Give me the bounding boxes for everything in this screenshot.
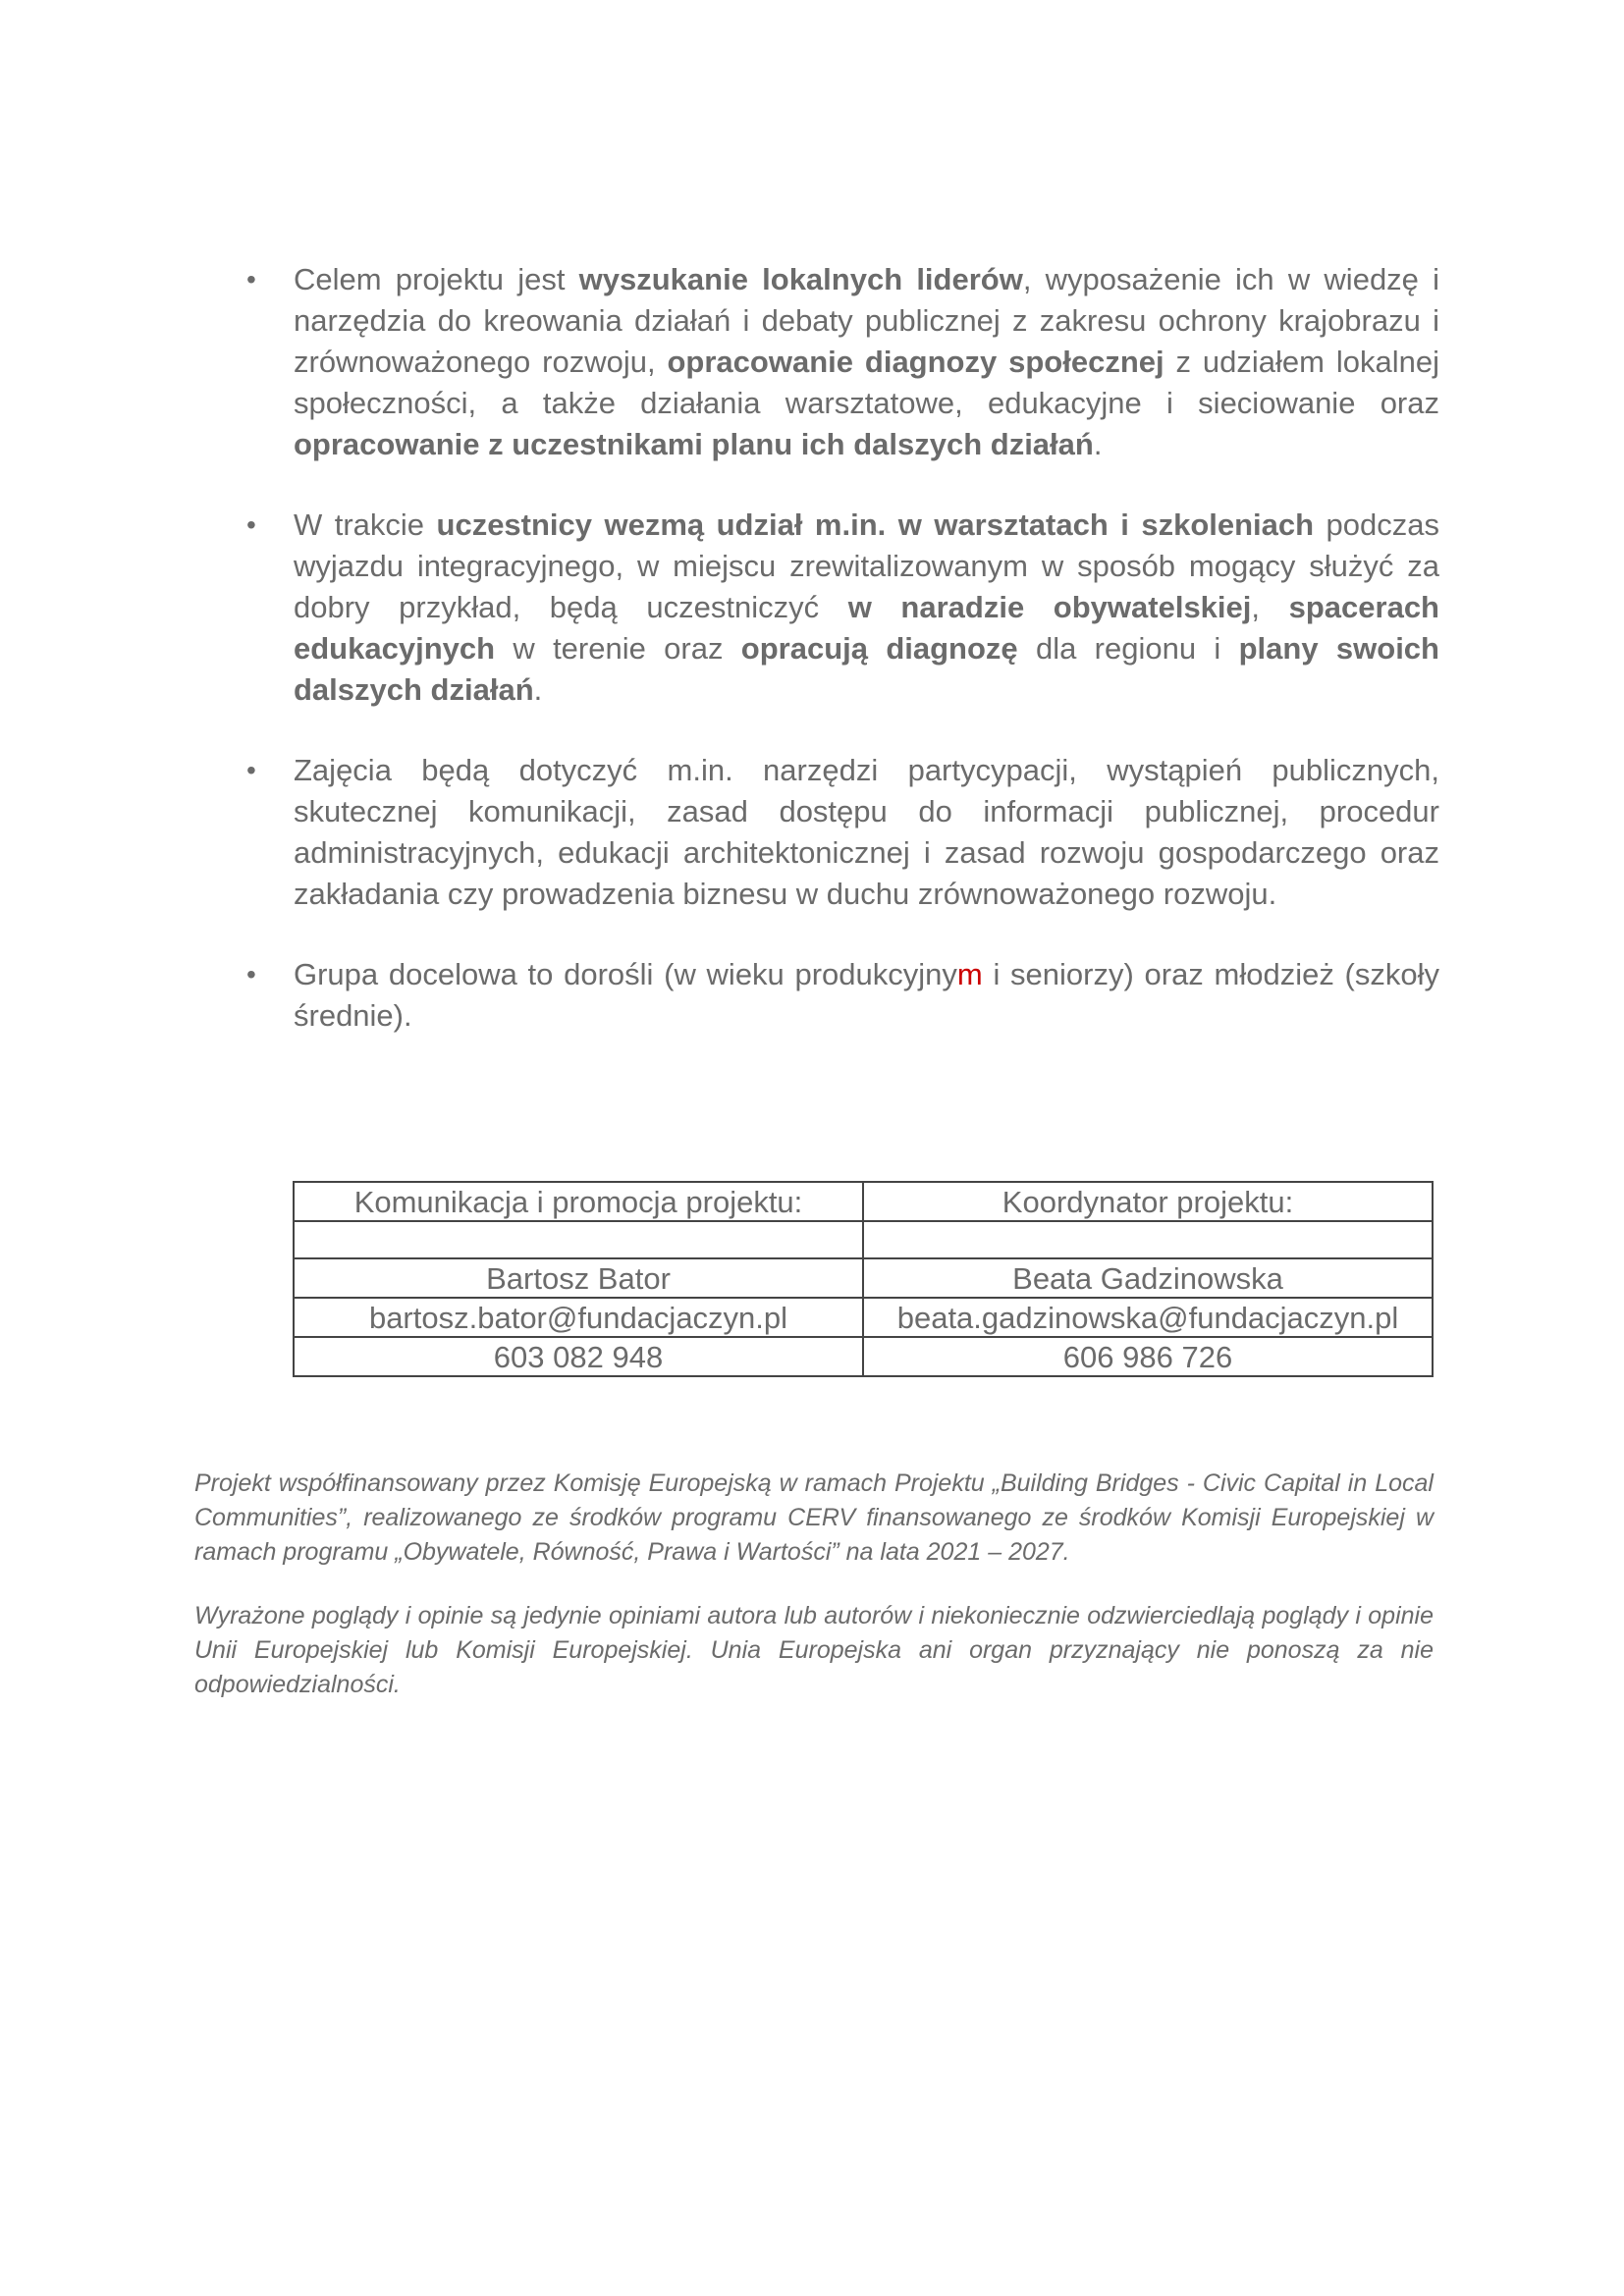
bullet-item <box>244 750 1439 915</box>
text-run: . <box>1093 427 1103 461</box>
bullet-text <box>294 753 1439 911</box>
text-run: W trakcie <box>294 507 437 542</box>
communication-contact-name: Bartosz Bator <box>294 1258 863 1298</box>
bullet-dot-icon: • <box>246 959 256 989</box>
coordinator-contact-email[interactable]: beata.gadzinowska@fundacjaczyn.pl <box>863 1298 1433 1337</box>
bullet-text <box>294 507 1439 707</box>
bullet-dot-icon: • <box>246 755 256 785</box>
text-run: . <box>533 672 543 707</box>
text-run: , <box>1251 590 1289 624</box>
bullet-dot-icon: • <box>246 264 256 294</box>
empty-cell <box>294 1221 863 1258</box>
bold-phrase: wyszukanie lokalnych liderów <box>578 262 1023 296</box>
bullet-item <box>244 259 1439 465</box>
bullet-item <box>244 505 1439 711</box>
empty-cell <box>863 1221 1433 1258</box>
text-run: Zajęcia będą dotyczyć m.in. narzędzi partycypacji, wystąpień publicznych, skutecznej komunikacji, zasad dostępu do informacji publicznej, procedur administracyjnych, edukacji architektonicznej i zasad rozwoju gospodarczego oraz zakładania czy prowadzenia biznesu w duchu zrównoważonego rozwoju. <box>294 753 1439 911</box>
text-run: Grupa docelowa to dorośli (w wieku produkcyjny <box>294 957 957 991</box>
contacts-phone-row <box>294 1337 1433 1376</box>
bold-phrase: w naradzie obywatelskiej <box>847 590 1252 624</box>
contacts-email-row <box>294 1298 1433 1337</box>
coordinator-contact-name: Beata Gadzinowska <box>863 1258 1433 1298</box>
communication-contact-email[interactable]: bartosz.bator@fundacjaczyn.pl <box>294 1298 863 1337</box>
funding-statement: Projekt współfinansowany przez Komisję Europejską w ramach Projektu „Building Bridges - Civic Capital in Local Communities”, realizowanego ze środków programu CERV finansowanego ze środków Komisji Europejskiej w ramach programu „Obywatele, Równość, Prawa i Wartości” na lata 2021 – 2027. <box>194 1469 1434 1566</box>
highlighted-letter: m <box>956 957 983 991</box>
text-run: podczas wyjazdu integracyjnego, w miejscu zrewitalizowanym w sposób mogący służyć za dobry przykład, będą uczestniczyć <box>294 507 1440 624</box>
bold-phrase: uczestnicy wezmą udział m.in. w warsztatach i szkoleniach <box>436 507 1315 542</box>
bold-phrase: opracują diagnozę <box>740 631 1018 666</box>
contacts-table <box>293 1181 1434 1377</box>
contacts-heading-row <box>294 1182 1433 1221</box>
contacts-spacer-row <box>294 1221 1433 1258</box>
bold-phrase: spacerach edukacyjnych <box>294 590 1439 666</box>
communication-contact-phone: 603 082 948 <box>294 1337 863 1376</box>
funding-footer <box>194 1467 1434 1732</box>
coordinator-contact-phone: 606 986 726 <box>863 1337 1433 1376</box>
coordinator-heading: Koordynator projektu: <box>863 1182 1433 1221</box>
contacts-name-row <box>294 1258 1433 1298</box>
bold-phrase: plany swoich dalszych działań <box>294 631 1439 707</box>
bullet-item <box>244 954 1439 1037</box>
communication-heading: Komunikacja i promocja projektu: <box>294 1182 863 1221</box>
disclaimer-statement: Wyrażone poglądy i opinie są jedynie opiniami autora lub autorów i niekoniecznie odzwierciedlają poglądy i opinie Unii Europejskiej lub Komisji Europejskiej. Unia Europejska ani organ przyznający nie ponoszą za nie odpowiedzialności. <box>194 1602 1434 1698</box>
bullet-text <box>294 957 1439 1033</box>
text-run: z udziałem lokalnej społeczności, a także działania warsztatowe, edukacyjne i sieciowanie oraz <box>294 345 1439 420</box>
bold-phrase: opracowanie diagnozy społecznej <box>667 345 1164 379</box>
text-run: dla regionu i <box>1017 631 1239 666</box>
text-run: i seniorzy) oraz młodzież (szkoły średnie). <box>294 957 1439 1033</box>
bold-phrase: opracowanie z uczestnikami planu ich dalszych działań <box>294 427 1094 461</box>
bullet-text <box>294 262 1439 461</box>
text-run: Celem projektu jest <box>294 262 579 296</box>
text-run: w terenie oraz <box>495 631 741 666</box>
bullet-dot-icon: • <box>246 509 256 540</box>
text-run: , wyposażenie ich w wiedzę i narzędzia do kreowania działań i debaty publicznej z zakresu ochrony krajobrazu i zrównoważonego rozwoju, <box>294 262 1439 379</box>
project-description-list <box>244 259 1439 1076</box>
